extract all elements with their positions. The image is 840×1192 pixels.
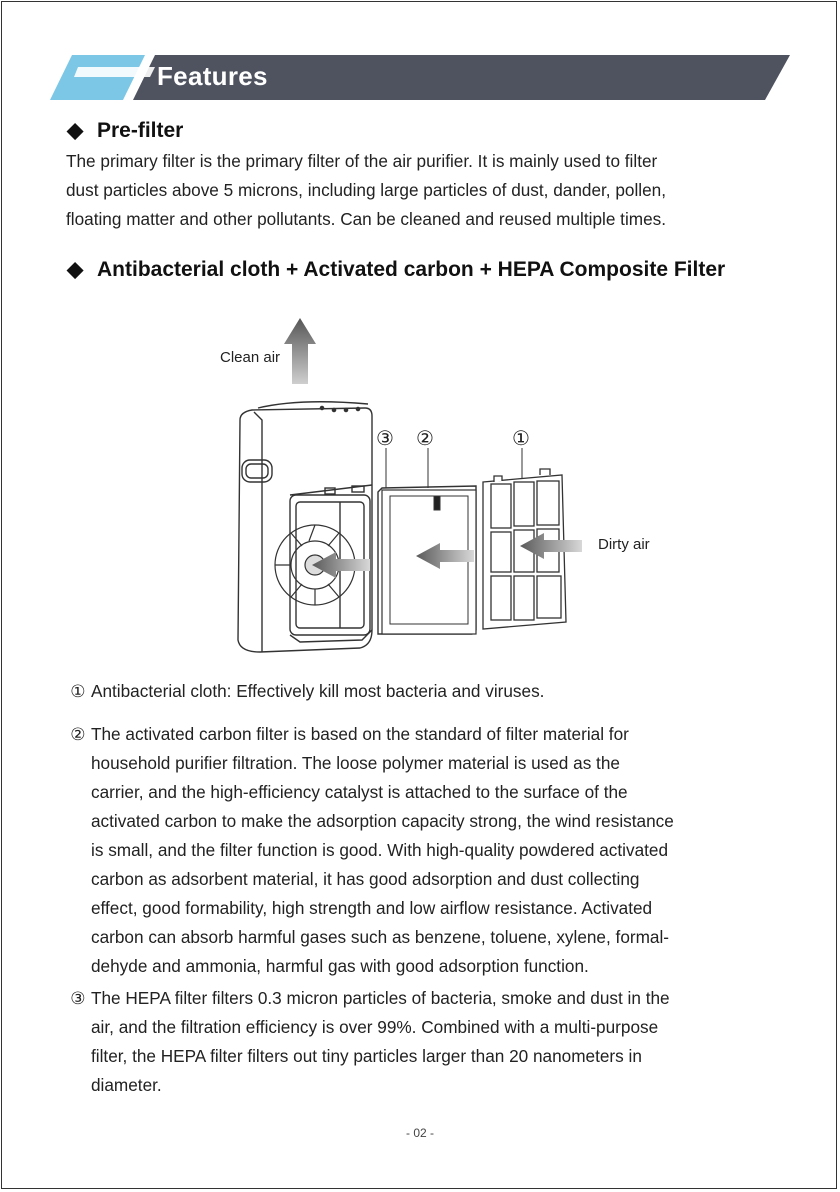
prefilter-heading-text: Pre-filter xyxy=(97,119,184,142)
filter-diagram xyxy=(0,300,840,670)
page-title: Features xyxy=(157,61,268,91)
item-marker: ① xyxy=(70,681,86,701)
callout-1: ① xyxy=(512,428,530,450)
purifier-illustration xyxy=(0,300,840,670)
item-line: The activated carbon filter is based on the standard of filter material for xyxy=(91,724,629,744)
item-line: diameter. xyxy=(91,1075,162,1095)
diamond-bullet-icon: ◆ xyxy=(67,119,84,142)
page-number: - 02 - xyxy=(405,1126,434,1140)
item-marker: ② xyxy=(70,724,86,744)
item-marker: ③ xyxy=(70,988,86,1008)
item-line: dehyde and ammonia, harmful gas with good adsorption function. xyxy=(91,956,589,976)
composite-heading xyxy=(67,257,725,282)
item-line: carrier, and the high-efficiency catalyst is attached to the surface of the xyxy=(91,782,628,802)
item-line: carbon as adsorbent material, it has good adsorption and dust collecting xyxy=(91,869,640,889)
prefilter-heading xyxy=(67,118,183,143)
item-line: carbon can absorb harmful gases such as benzene, toluene, xylene, formal- xyxy=(91,927,670,947)
prefilter-line: The primary filter is the primary filter of the air purifier. It is mainly used to filter xyxy=(66,151,658,171)
prefilter-line: floating matter and other pollutants. Can be cleaned and reused multiple times. xyxy=(66,209,667,229)
item-line: Antibacterial cloth: Effectively kill most bacteria and viruses. xyxy=(91,681,545,701)
item-line: household purifier filtration. The loose polymer material is used as the xyxy=(91,753,620,773)
diamond-bullet-icon: ◆ xyxy=(67,258,84,281)
dirty-air-label: Dirty air xyxy=(598,536,650,553)
prefilter-description xyxy=(66,147,796,234)
item-line: filter, the HEPA filter filters out tiny particles larger than 20 nanometers in xyxy=(91,1046,642,1066)
item-line: air, and the filtration efficiency is over 99%. Combined with a multi-purpose xyxy=(91,1017,659,1037)
item-line: The HEPA filter filters 0.3 micron particles of bacteria, smoke and dust in the xyxy=(91,988,670,1008)
prefilter-line: dust particles above 5 microns, including large particles of dust, dander, pollen, xyxy=(66,180,666,200)
composite-heading-text: Antibacterial cloth + Activated carbon + HEPA Composite Filter xyxy=(97,258,726,281)
callout-2: ② xyxy=(416,428,434,450)
item-line: effect, good formability, high strength and low airflow resistance. Activated xyxy=(91,898,653,918)
clean-air-label: Clean air xyxy=(220,349,281,366)
item-line: activated carbon to make the adsorption capacity strong, the wind resistance xyxy=(91,811,674,831)
clean-air-arrow-icon xyxy=(284,318,316,384)
features-banner xyxy=(50,55,790,103)
callout-3: ③ xyxy=(376,428,394,450)
item-line: is small, and the filter function is good. With high-quality powdered activated xyxy=(91,840,669,860)
